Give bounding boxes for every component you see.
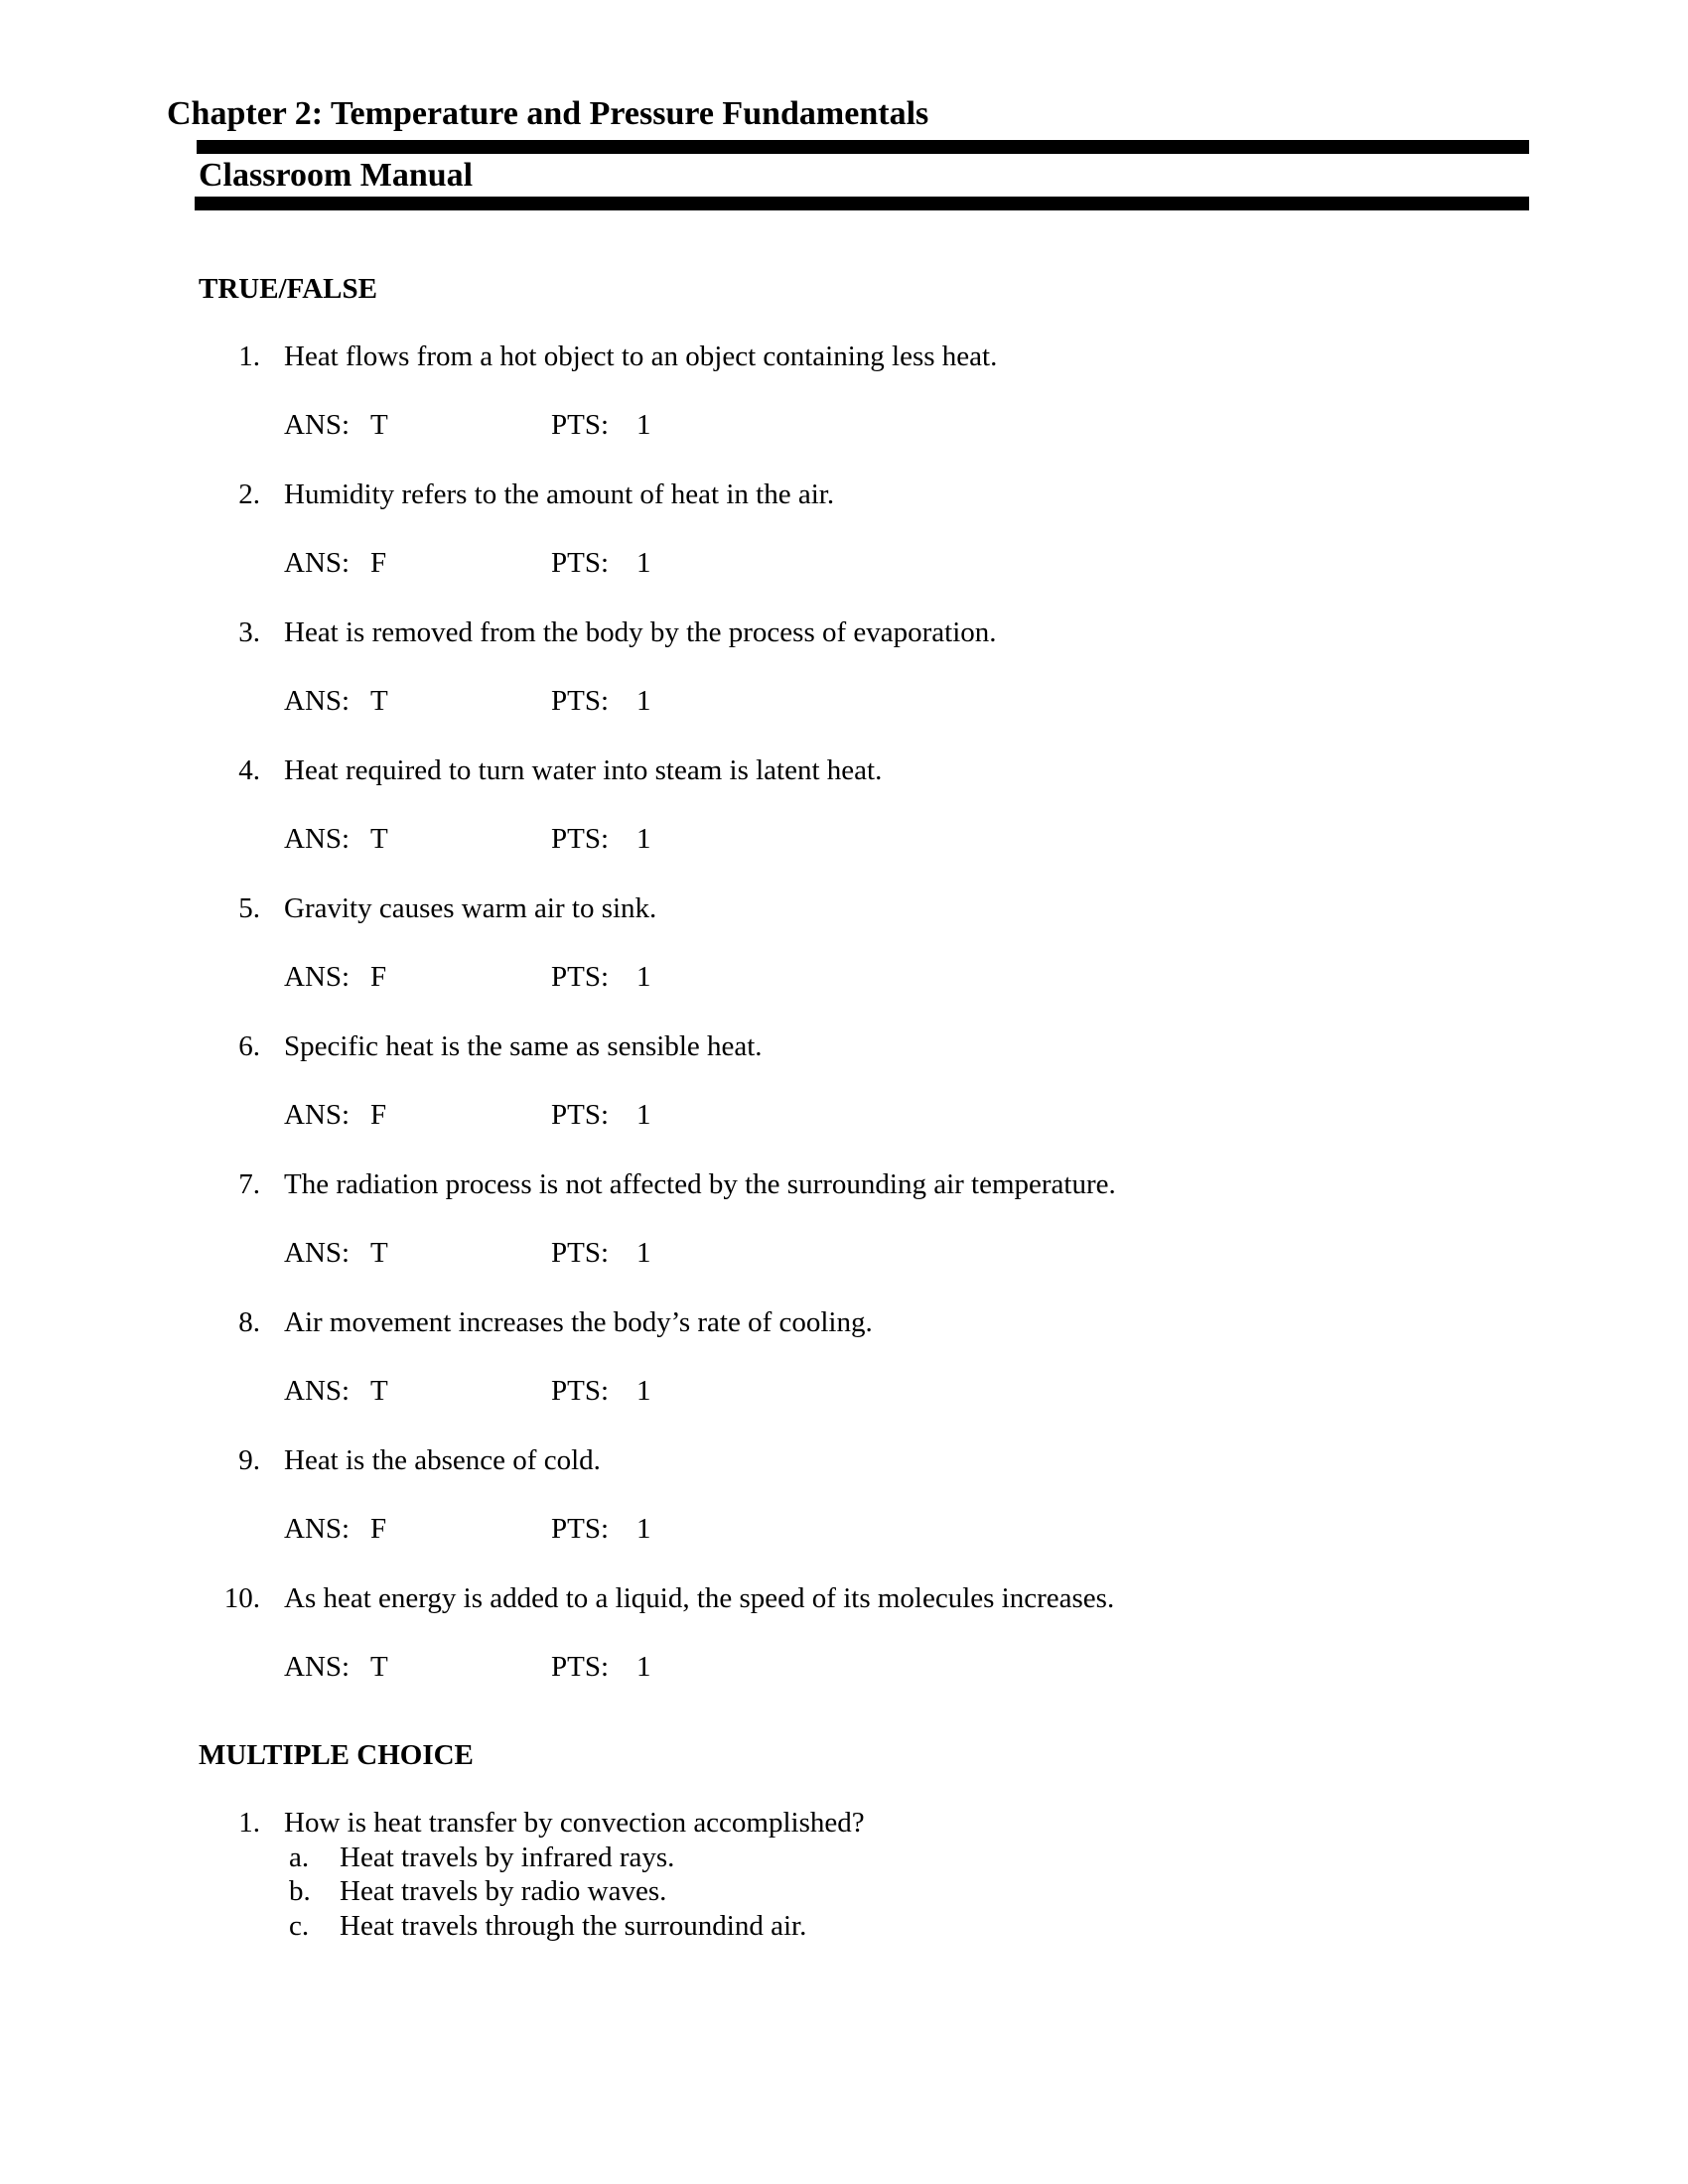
header-rule-bottom — [195, 197, 1529, 210]
pts-value: 1 — [636, 823, 651, 855]
pts-value: 1 — [636, 685, 651, 717]
multiple-choice-heading: MULTIPLE CHOICE — [199, 1739, 474, 1771]
option-letter: b. — [289, 1875, 311, 1907]
pts-value: 1 — [636, 1513, 651, 1545]
ans-value: T — [370, 1651, 388, 1683]
pts-label: PTS: — [551, 961, 610, 993]
header-rule-top — [197, 140, 1529, 154]
ans-label: ANS: — [284, 547, 351, 579]
option-text: Heat travels by radio waves. — [340, 1875, 667, 1907]
option-letter: c. — [289, 1910, 310, 1942]
question-number: 1. — [238, 1807, 260, 1839]
ans-label: ANS: — [284, 409, 351, 441]
ans-value: T — [370, 409, 388, 441]
pts-value: 1 — [636, 1237, 651, 1269]
pts-value: 1 — [636, 1375, 651, 1407]
option-letter: a. — [289, 1842, 310, 1873]
ans-label: ANS: — [284, 1099, 351, 1131]
pts-label: PTS: — [551, 547, 610, 579]
true-false-heading: TRUE/FALSE — [199, 273, 377, 305]
ans-value: T — [370, 1237, 388, 1269]
question-number: 7. — [238, 1168, 260, 1200]
question-text: Heat flows from a hot object to an object containing less heat. — [284, 341, 998, 372]
pts-label: PTS: — [551, 1237, 610, 1269]
question-text: As heat energy is added to a liquid, the speed of its molecules increases. — [284, 1582, 1115, 1614]
pts-label: PTS: — [551, 409, 610, 441]
ans-label: ANS: — [284, 1237, 351, 1269]
pts-label: PTS: — [551, 1099, 610, 1131]
pts-label: PTS: — [551, 1651, 610, 1683]
question-number: 9. — [238, 1444, 260, 1476]
pts-label: PTS: — [551, 685, 610, 717]
ans-label: ANS: — [284, 1513, 351, 1545]
option-text: Heat travels by infrared rays. — [340, 1842, 675, 1873]
pts-value: 1 — [636, 547, 651, 579]
ans-value: F — [370, 961, 387, 993]
chapter-title: Chapter 2: Temperature and Pressure Fundamentals — [167, 95, 929, 132]
question-text: Air movement increases the body’s rate of cooling. — [284, 1306, 873, 1338]
question-number: 2. — [238, 478, 260, 510]
ans-value: F — [370, 1099, 387, 1131]
question-text: Gravity causes warm air to sink. — [284, 892, 657, 924]
question-text: Heat is the absence of cold. — [284, 1444, 601, 1476]
ans-label: ANS: — [284, 823, 351, 855]
question-text: Specific heat is the same as sensible heat. — [284, 1030, 763, 1062]
pts-value: 1 — [636, 1099, 651, 1131]
ans-value: T — [370, 1375, 388, 1407]
pts-label: PTS: — [551, 1513, 610, 1545]
ans-value: T — [370, 685, 388, 717]
ans-label: ANS: — [284, 961, 351, 993]
question-text: How is heat transfer by convection accomplished? — [284, 1807, 865, 1839]
question-text: The radiation process is not affected by the surrounding air temperature. — [284, 1168, 1116, 1200]
question-text: Heat required to turn water into steam is latent heat. — [284, 754, 883, 786]
ans-value: T — [370, 823, 388, 855]
question-number: 6. — [238, 1030, 260, 1062]
question-number: 10. — [223, 1582, 260, 1614]
pts-value: 1 — [636, 1651, 651, 1683]
question-number: 3. — [238, 616, 260, 648]
manual-title: Classroom Manual — [199, 157, 474, 194]
ans-label: ANS: — [284, 1375, 351, 1407]
ans-label: ANS: — [284, 1651, 351, 1683]
pts-label: PTS: — [551, 823, 610, 855]
ans-value: F — [370, 547, 387, 579]
question-number: 8. — [238, 1306, 260, 1338]
question-number: 5. — [238, 892, 260, 924]
option-text: Heat travels through the surroundind air. — [340, 1910, 807, 1942]
pts-label: PTS: — [551, 1375, 610, 1407]
question-number: 4. — [238, 754, 260, 786]
question-text: Heat is removed from the body by the process of evaporation. — [284, 616, 997, 648]
ans-value: F — [370, 1513, 387, 1545]
pts-value: 1 — [636, 961, 651, 993]
ans-label: ANS: — [284, 685, 351, 717]
question-number: 1. — [238, 341, 260, 372]
pts-value: 1 — [636, 409, 651, 441]
question-text: Humidity refers to the amount of heat in the air. — [284, 478, 835, 510]
